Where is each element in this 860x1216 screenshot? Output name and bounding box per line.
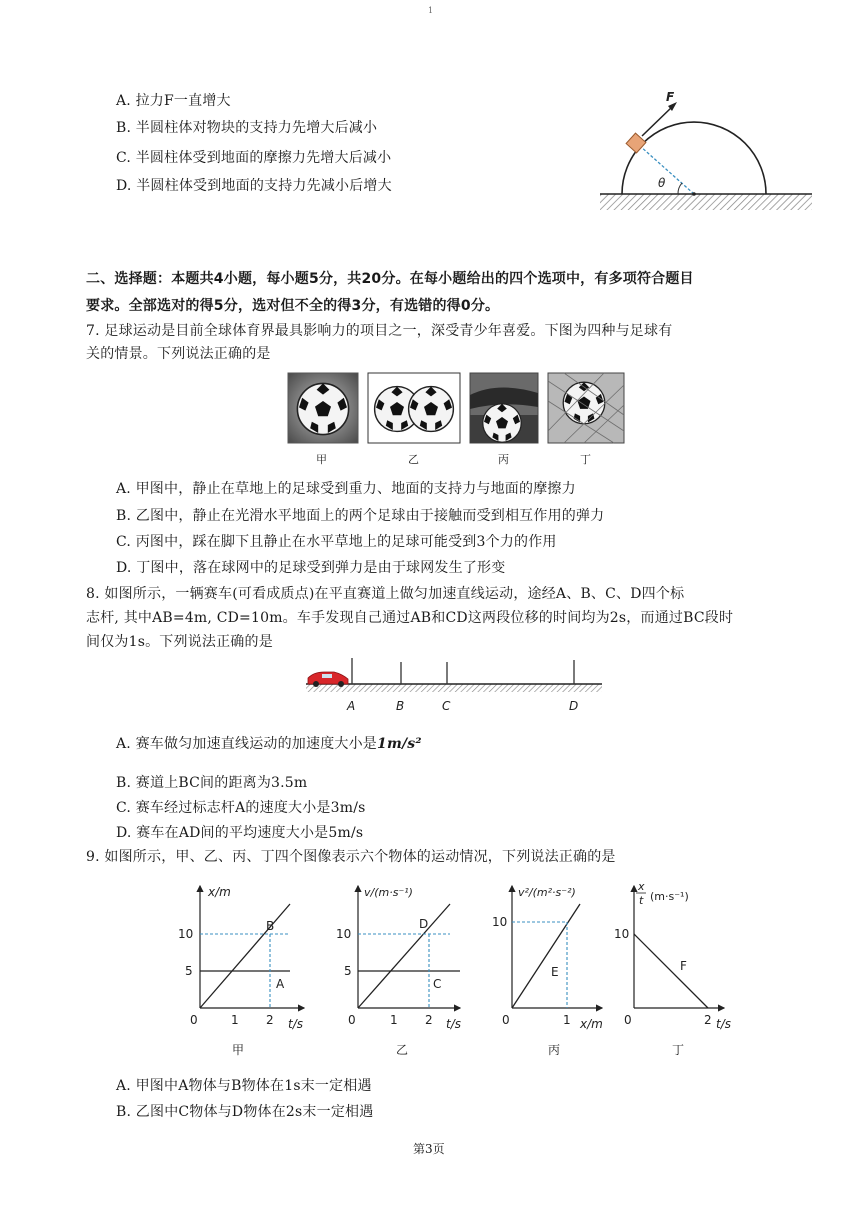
ding-ylabel-num: x [638,880,645,893]
q8-option-b: B. 赛道上BC间的距离为3.5m [116,775,308,791]
angle-arc [678,183,682,194]
motion-graphs [170,876,744,1060]
football-images [284,371,630,469]
bing-xtick-1: 1 [563,1013,571,1027]
yi-ytick-10: 10 [336,927,352,941]
yi-ytick-5: 5 [344,964,352,978]
graph-bing-line-e [512,904,580,1008]
q7-stem-line1: 7. 足球运动是目前全球体育界最具影响力的项目之一，深受青少年喜爱。下图为四种与足球有 [86,323,673,339]
q6-option-c: C. 半圆柱体受到地面的摩擦力先增大后减小 [116,150,392,166]
q8-option-a-math: 1m/s² [377,736,422,752]
radius-dashed [640,146,694,194]
ding-xtick-2: 2 [704,1013,712,1027]
q8-option-a-text: A. 赛车做匀加速直线运动的加速度大小是 [116,736,378,752]
yi-xtick-0: 0 [348,1013,356,1027]
bing-label-e: E [551,965,559,979]
label-b: B [396,699,405,713]
label-a: A [347,699,356,713]
q9-option-b: B. 乙图中C物体与D物体在2s末一定相遇 [116,1104,374,1120]
caption-yi: 乙 [408,453,419,466]
jia-xtick-2: 2 [266,1013,274,1027]
ding-ytick-10: 10 [614,927,630,941]
yi-caption: 乙 [396,1043,409,1057]
track-hatch [306,684,602,692]
force-label: F [666,90,675,104]
yi-xlabel: t/s [446,1017,461,1031]
q8-option-d: D. 赛车在AD间的平均速度大小是5m/s [116,825,364,841]
jia-label-a: A [276,977,285,991]
section2-heading-line2: 要求。全部选对的得5分，选对但不全的得3分，有选错的得0分。 [86,298,500,314]
jia-ytick-10: 10 [178,927,194,941]
q8-stem-line1: 8. 如图所示，一辆赛车(可看成质点)在平直赛道上做匀加速直线运动，途经A、B、C、D四个标 [86,586,685,602]
yi-xtick-1: 1 [390,1013,398,1027]
jia-ylabel: x/m [208,885,231,899]
q6-option-b: B. 半圆柱体对物块的支持力先增大后减小 [116,120,378,136]
jia-caption: 甲 [232,1043,245,1057]
semicylinder-figure [598,84,814,214]
ding-caption: 丁 [672,1043,685,1057]
q7-option-a: A. 甲图中，静止在草地上的足球受到重力、地面的支持力与地面的摩擦力 [116,481,576,497]
caption-bing: 丙 [498,453,509,466]
ding-ylabel-den: t [639,894,644,907]
center-dot [692,192,696,196]
section2-heading-line1: 二、选择题：本题共4小题，每小题5分，共20分。在每小题给出的四个选项中，有多项符合题目 [86,271,694,287]
ground-hatch [600,194,812,210]
yi-xtick-2: 2 [425,1013,433,1027]
ding-ylabel-unit: (m·s⁻¹) [650,890,689,903]
yi-ylabel: v/(m·s⁻¹) [364,886,413,899]
ding-xtick-0: 0 [624,1013,632,1027]
jia-label-b: B [266,919,275,933]
page-number: 第3页 [413,1142,445,1156]
jia-xtick-1: 1 [231,1013,239,1027]
yi-label-c: C [433,977,442,991]
ding-label-f: F [680,959,687,973]
q8-option-c: C. 赛车经过标志杆A的速度大小是3m/s [116,800,366,816]
q7-stem-line2: 关的情景。下列说法正确的是 [86,346,271,362]
q9-stem: 9. 如图所示，甲、乙、丙、丁四个图像表示六个物体的运动情况，下列说法正确的是 [86,849,616,865]
angle-label: θ [658,176,666,190]
caption-ding: 丁 [580,453,591,466]
q7-option-b: B. 乙图中，静止在光滑水平地面上的两个足球由于接触而受到相互作用的弹力 [116,508,605,524]
header-mark: 1 [428,6,434,15]
q6-option-a: A. 拉力F一直增大 [116,93,231,109]
jia-ytick-5: 5 [185,964,193,978]
bing-xtick-0: 0 [502,1013,510,1027]
q8-stem-line3: 间仅为1s。下列说法正确的是 [86,634,273,650]
ding-xlabel: t/s [716,1017,731,1031]
bing-ylabel: v²/(m²·s⁻²) [518,886,576,899]
q7-option-c: C. 丙图中，踩在脚下且静止在水平草地上的足球可能受到3个力的作用 [116,534,557,550]
q7-option-d: D. 丁图中，落在球网中的足球受到弹力是由于球网发生了形变 [116,560,506,576]
jia-xtick-0: 0 [190,1013,198,1027]
yi-label-d: D [419,917,429,931]
caption-jia: 甲 [316,453,327,466]
label-d: D [569,699,579,713]
graph-ding-line-f [634,934,708,1008]
graph-yi-line-d [358,904,450,1008]
bing-xlabel: x/m [580,1017,603,1031]
graph-jia-line-b [200,904,290,1008]
label-c: C [442,699,451,713]
bing-caption: 丙 [548,1043,561,1057]
q9-option-a: A. 甲图中A物体与B物体在1s末一定相遇 [116,1078,372,1094]
q6-option-d: D. 半圆柱体受到地面的支持力先减小后增大 [116,178,392,194]
semicircle-arc [622,122,766,194]
q8-stem-line2: 志杆, 其中AB=4m, CD=10m。车手发现自己通过AB和CD这两段位移的时间均为2s，而通过BC段时 [86,610,734,626]
race-track-figure [304,656,604,716]
jia-xlabel: t/s [288,1017,303,1031]
bing-ytick-10: 10 [492,915,508,929]
q8-option-a [116,733,422,753]
